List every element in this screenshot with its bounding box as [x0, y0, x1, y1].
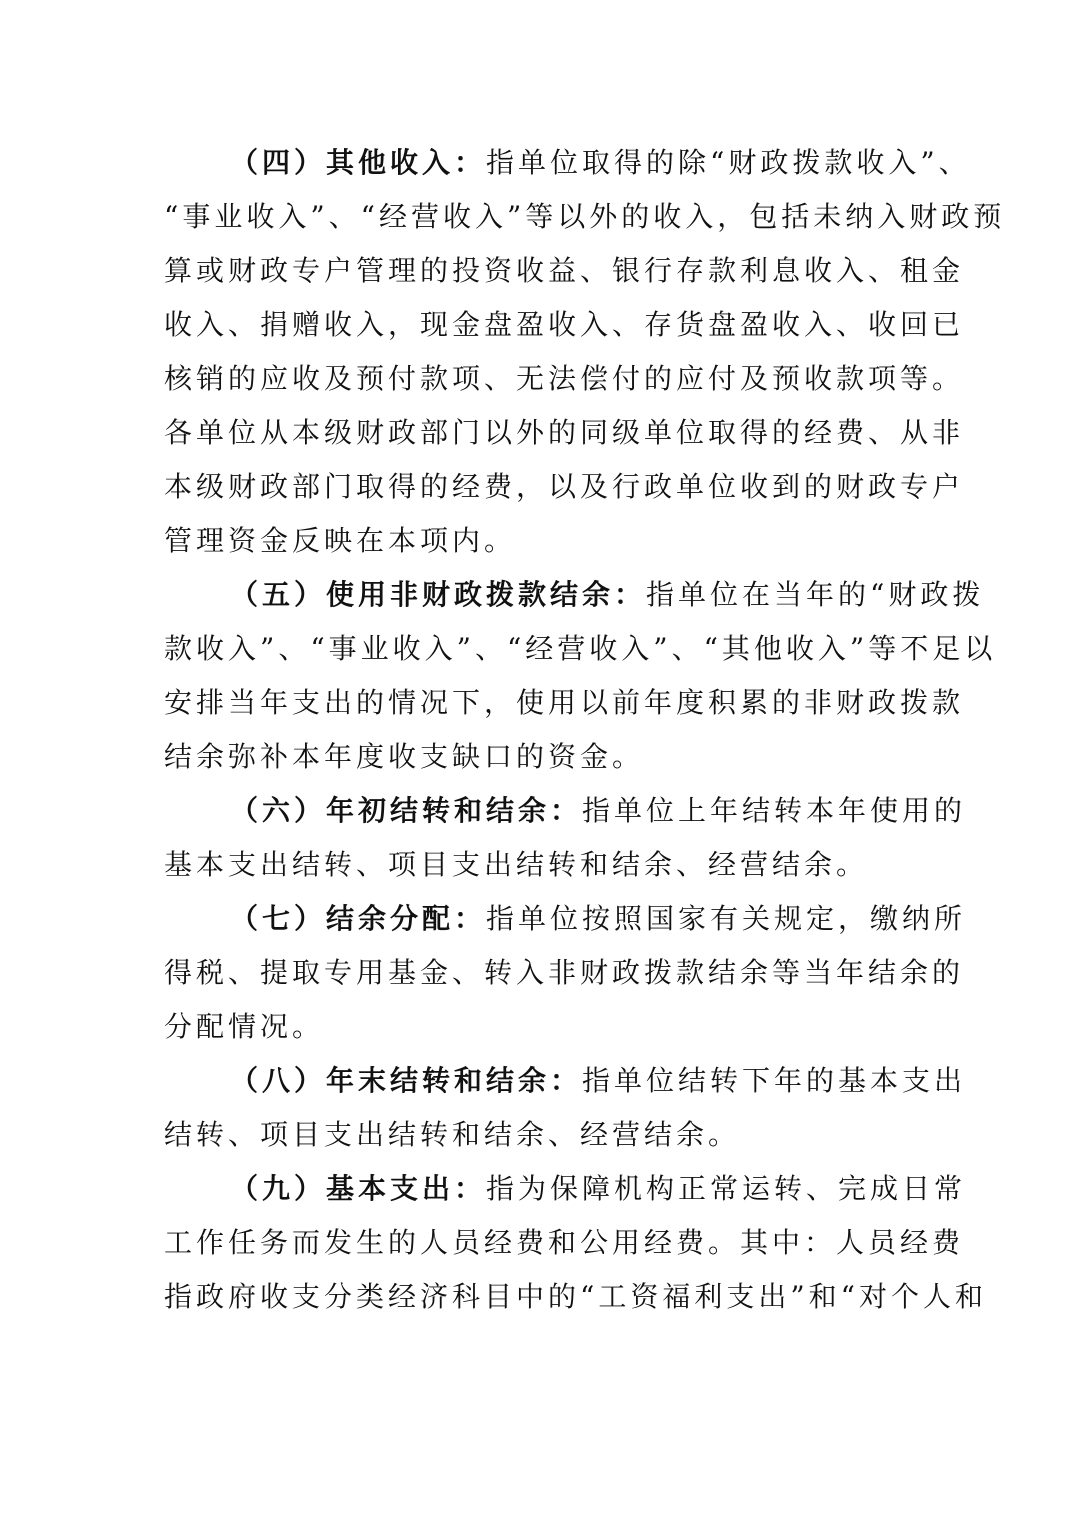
text-line: 得税、提取专用基金、转入非财政拨款结余等当年结余的	[164, 956, 965, 989]
text-run: 指单位上年结转本年使用的	[582, 794, 967, 827]
text-line: 核销的应收及预付款项、无法偿付的应付及预收款项等。	[164, 362, 965, 395]
text-line: 本级财政部门取得的经费，以及行政单位收到的财政专户	[164, 470, 965, 503]
paragraph-first-line	[164, 136, 971, 190]
text-line: 分配情况。	[164, 1010, 325, 1043]
text-line: 指政府收支分类经济科目中的“工资福利支出”和“对个人和	[164, 1280, 987, 1313]
paragraph-first-line	[164, 784, 967, 838]
text-run: 指单位按照国家有关规定，缴纳所	[486, 902, 967, 935]
text-run: 指单位取得的除“财政拨款收入”、	[486, 146, 971, 179]
section-title: （六）年初结转和结余：	[230, 794, 583, 827]
paragraph-beginning-carryover	[164, 784, 967, 892]
text-line: 工作任务而发生的人员经费和公用经费。其中：人员经费	[164, 1226, 965, 1259]
text-line: 收入、捐赠收入，现金盘盈收入、存货盘盈收入、收回已	[164, 308, 965, 341]
text-line: 款收入”、“事业收入”、“经营收入”、“其他收入”等不足以	[164, 632, 997, 665]
text-run: 指单位结转下年的基本支出	[582, 1064, 967, 1097]
section-title: （四）其他收入：	[230, 146, 487, 179]
text-line: 各单位从本级财政部门以外的同级单位取得的经费、从非	[164, 416, 965, 449]
text-line: 基本支出结转、项目支出结转和结余、经营结余。	[164, 848, 869, 881]
text-line: 管理资金反映在本项内。	[164, 524, 517, 557]
text-line: 结余弥补本年度收支缺口的资金。	[164, 740, 645, 773]
paragraph-first-line	[164, 568, 985, 622]
section-title: （八）年末结转和结余：	[230, 1064, 583, 1097]
paragraph-first-line	[164, 892, 967, 946]
section-title: （九）基本支出：	[230, 1172, 487, 1205]
paragraph-year-end-carryover	[164, 1054, 967, 1162]
text-run: 指为保障机构正常运转、完成日常	[486, 1172, 967, 1205]
document-body	[164, 136, 1006, 1324]
text-line: 算或财政专户管理的投资收益、银行存款利息收入、租金	[164, 254, 965, 287]
paragraph-other-income	[164, 136, 1006, 568]
section-title: （五）使用非财政拨款结余：	[230, 578, 647, 611]
paragraph-balance-distribution	[164, 892, 967, 1054]
paragraph-first-line	[164, 1054, 967, 1108]
text-line: 结转、项目支出结转和结余、经营结余。	[164, 1118, 741, 1151]
text-line: 安排当年支出的情况下，使用以前年度积累的非财政拨款	[164, 686, 965, 719]
text-line: “事业收入”、“经营收入”等以外的收入，包括未纳入财政预	[164, 200, 1006, 233]
text-run: 指单位在当年的“财政拨	[646, 578, 985, 611]
paragraph-basic-expenditure	[164, 1162, 987, 1324]
section-title: （七）结余分配：	[230, 902, 487, 935]
paragraph-non-fiscal-balance-use	[164, 568, 997, 784]
paragraph-first-line	[164, 1162, 967, 1216]
